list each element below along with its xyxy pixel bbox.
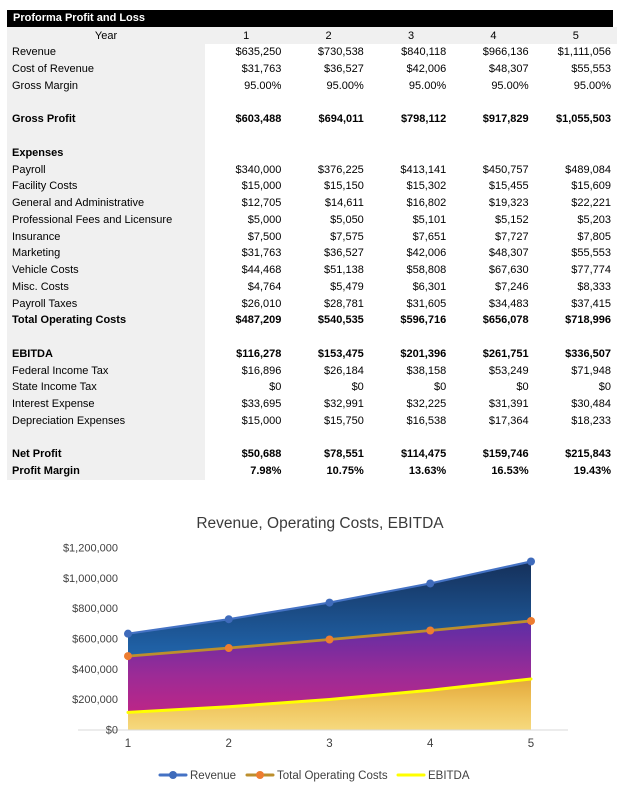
cell-value: $31,763 [241,247,282,260]
cell-value: $33,695 [241,398,282,411]
row-label: Net Profit [7,446,205,463]
y-tick-label: $800,000 [72,603,118,616]
cell-value: $15,000 [241,180,282,193]
table-row [7,295,617,312]
row-label: Payroll [7,161,205,178]
cell-value: $1,055,503 [555,113,612,126]
table-row [7,379,617,396]
cell-value: $34,483 [488,297,529,310]
table-row [7,463,617,480]
report-title: Proforma Profit and Loss [13,12,146,24]
table-row [7,61,617,78]
chart-marker [326,635,334,643]
cell-value: $55,553 [571,63,612,76]
row-label: EBITDA [7,346,205,363]
row-label [7,128,205,145]
table-row [7,161,617,178]
cell-value: 95.00% [244,79,282,92]
cell-value: $12,705 [241,197,282,210]
cell-value: $15,150 [324,180,364,193]
cell-value: $7,575 [330,230,364,243]
chart-marker [225,615,233,623]
table-row [7,44,617,61]
cell-value: 10.75% [326,465,364,478]
cell-value: $487,209 [235,314,282,327]
cell-value: $0 [433,381,447,394]
cell-value: $489,084 [565,163,612,176]
table-row [7,312,617,329]
year-column-header: 2 [325,29,332,42]
chart-marker [426,579,434,587]
row-label: Expenses [7,145,205,162]
cell-value: 13.63% [408,465,447,478]
cell-value: $48,307 [488,63,529,76]
cell-value: 95.00% [408,79,447,92]
year-column-header: 5 [572,29,579,42]
y-tick-label: $200,000 [72,694,118,707]
cell-value: $340,000 [235,163,282,176]
cell-value: 95.00% [326,79,364,92]
year-column-header: 4 [490,29,497,42]
y-tick-label: $1,000,000 [62,572,118,585]
cell-value: $15,000 [241,414,282,427]
row-label: Marketing [7,245,205,262]
cell-value: 16.53% [491,465,529,478]
table-blank-row [7,94,617,111]
cell-value: $7,805 [577,230,612,243]
cell-value: 19.43% [573,465,612,478]
row-label: Interest Expense [7,396,205,413]
cell-value: $26,010 [241,297,282,310]
cell-value: 95.00% [491,79,529,92]
cell-value: $31,763 [241,63,282,76]
chart-marker [326,599,334,607]
cell-value: $0 [598,381,612,394]
table-blank-row [7,128,617,145]
legend-label: Total Operating Costs [277,770,388,782]
row-label: Federal Income Tax [7,362,205,379]
chart-marker [426,626,434,634]
chart-marker [124,652,132,660]
cell-value: $31,605 [406,297,447,310]
table-row [7,279,617,296]
row-label: Cost of Revenue [7,61,205,78]
cell-value: $798,112 [400,113,447,126]
year-header-label: Year [94,29,118,42]
row-label: Insurance [7,228,205,245]
row-label [7,94,205,111]
table-row [7,195,617,212]
cell-value: 95.00% [573,79,612,92]
cell-value: $114,475 [400,448,447,461]
cell-value: $58,808 [406,264,447,277]
cell-value: $0 [269,381,282,394]
cell-value: $261,751 [482,347,529,360]
x-tick-label: 1 [124,738,132,750]
x-tick-label: 5 [527,738,535,750]
cell-value: $37,415 [571,297,612,310]
cell-value: $540,535 [317,314,364,327]
year-column-header: 1 [243,29,250,42]
cell-value: $5,479 [330,280,364,293]
cell-value: $694,011 [318,113,364,126]
y-tick-label: $600,000 [72,633,118,646]
table-row [7,446,617,463]
cell-value: $7,651 [412,230,447,243]
cell-value: $78,551 [324,448,364,461]
cell-value: $50,688 [241,448,282,461]
table-row [7,396,617,413]
cell-value: $8,333 [577,280,612,293]
cell-value: $718,996 [565,314,612,327]
cell-value: $376,225 [317,163,364,176]
cell-value: $6,301 [412,280,447,293]
cell-value: $18,233 [571,414,612,427]
row-label: Profit Margin [7,463,205,480]
cell-value: $5,000 [247,213,282,226]
cell-value: $153,475 [317,347,364,360]
table-blank-row [7,429,617,446]
cell-value: $30,484 [571,398,612,411]
cell-value: $67,630 [488,264,529,277]
row-label [7,429,205,446]
cell-value: $44,468 [241,264,282,277]
cell-value: $840,118 [401,46,447,59]
chart-title: Revenue, Operating Costs, EBITDA [196,515,444,532]
row-label: State Income Tax [7,379,205,396]
table-row [7,145,617,162]
cell-value: $730,538 [317,46,364,59]
table-row [7,111,617,128]
chart-marker [527,557,535,565]
cell-value: $596,716 [400,314,447,327]
cell-value: $55,553 [571,247,612,260]
cell-value: $36,527 [324,63,364,76]
cell-value: $603,488 [235,113,282,126]
y-tick-label: $1,200,000 [62,542,118,555]
legend-label: Revenue [190,770,237,782]
row-label: Revenue [7,44,205,61]
cell-value: $0 [516,381,529,394]
cell-value: $1,111,056 [557,46,612,59]
cell-value: $4,764 [247,280,282,293]
cell-value: $15,609 [571,180,612,193]
chart-marker [225,644,233,652]
cell-value: $48,307 [488,247,529,260]
row-label: Gross Margin [7,78,205,95]
row-label: Misc. Costs [7,279,205,296]
cell-value: $215,843 [565,448,612,461]
cell-value: $7,500 [247,230,282,243]
cell-value: $7,246 [494,280,529,293]
x-tick-label: 3 [326,738,333,750]
cell-value: $16,802 [406,197,447,210]
cell-value: $53,249 [488,364,529,377]
table-row [7,228,617,245]
row-label [7,329,205,346]
cell-value: $17,364 [488,414,529,427]
cell-value: $201,396 [400,347,447,360]
cell-value: $159,746 [482,448,529,461]
cell-value: $966,136 [482,46,529,59]
x-tick-label: 2 [225,738,232,750]
area-chart-svg [0,496,621,796]
cell-value: $28,781 [324,297,364,310]
cell-value: $15,302 [406,180,447,193]
cell-value: $336,507 [565,347,612,360]
cell-value: $32,991 [324,398,364,411]
cell-value: $656,078 [482,314,529,327]
row-label: Vehicle Costs [7,262,205,279]
cell-value: $15,455 [488,180,529,193]
cell-value: $51,138 [324,264,364,277]
chart-marker [527,617,535,625]
table-row [7,262,617,279]
cell-value: $22,221 [571,197,612,210]
cell-value: $5,203 [577,213,612,226]
cell-value: $32,225 [406,398,447,411]
table-blank-row [7,329,617,346]
table-header-row [7,27,617,44]
cell-value: 7.98% [250,465,282,478]
cell-value: $71,948 [571,364,612,377]
y-tick-label: $400,000 [72,663,118,676]
revenue-chart [0,496,621,796]
cell-value: $450,757 [482,163,529,176]
cell-value: $15,750 [324,414,364,427]
cell-value: $635,250 [235,46,282,59]
cell-value: $5,050 [330,213,364,226]
table-row [7,245,617,262]
cell-value: $19,323 [488,197,529,210]
row-label: Depreciation Expenses [7,413,205,430]
x-tick-label: 4 [427,738,434,750]
cell-value: $38,158 [406,364,447,377]
row-label: Payroll Taxes [7,295,205,312]
table-row [7,78,617,95]
profit-loss-table [7,27,617,480]
cell-value: $413,141 [400,163,447,176]
cell-value: $31,391 [488,398,529,411]
table-row [7,212,617,229]
report-title-bar [7,10,613,27]
cell-value: $5,101 [412,213,447,226]
table-row [7,362,617,379]
chart-marker [124,630,132,638]
row-label: Gross Profit [7,111,205,128]
legend-marker [169,771,177,779]
cell-value: $917,829 [482,113,529,126]
row-label: Total Operating Costs [7,312,205,329]
table-row [7,346,617,363]
cell-value: $116,278 [236,347,282,360]
row-label: Facility Costs [7,178,205,195]
cell-value: $36,527 [324,247,364,260]
table-row [7,178,617,195]
year-column-header: 3 [407,29,415,42]
cell-value: $5,152 [494,213,529,226]
cell-value: $42,006 [406,63,447,76]
y-tick-label: $0 [105,724,118,737]
legend-marker [256,771,264,779]
row-label: General and Administrative [7,195,205,212]
cell-value: $16,538 [406,414,447,427]
cell-value: $77,774 [571,264,612,277]
cell-value: $42,006 [406,247,447,260]
cell-value: $14,611 [324,197,364,210]
table-row [7,413,617,430]
cell-value: $16,896 [241,364,282,377]
cell-value: $0 [351,381,364,394]
row-label: Professional Fees and Licensure [7,212,205,229]
cell-value: $7,727 [494,230,529,243]
cell-value: $26,184 [324,364,364,377]
legend-label: EBITDA [428,770,470,782]
